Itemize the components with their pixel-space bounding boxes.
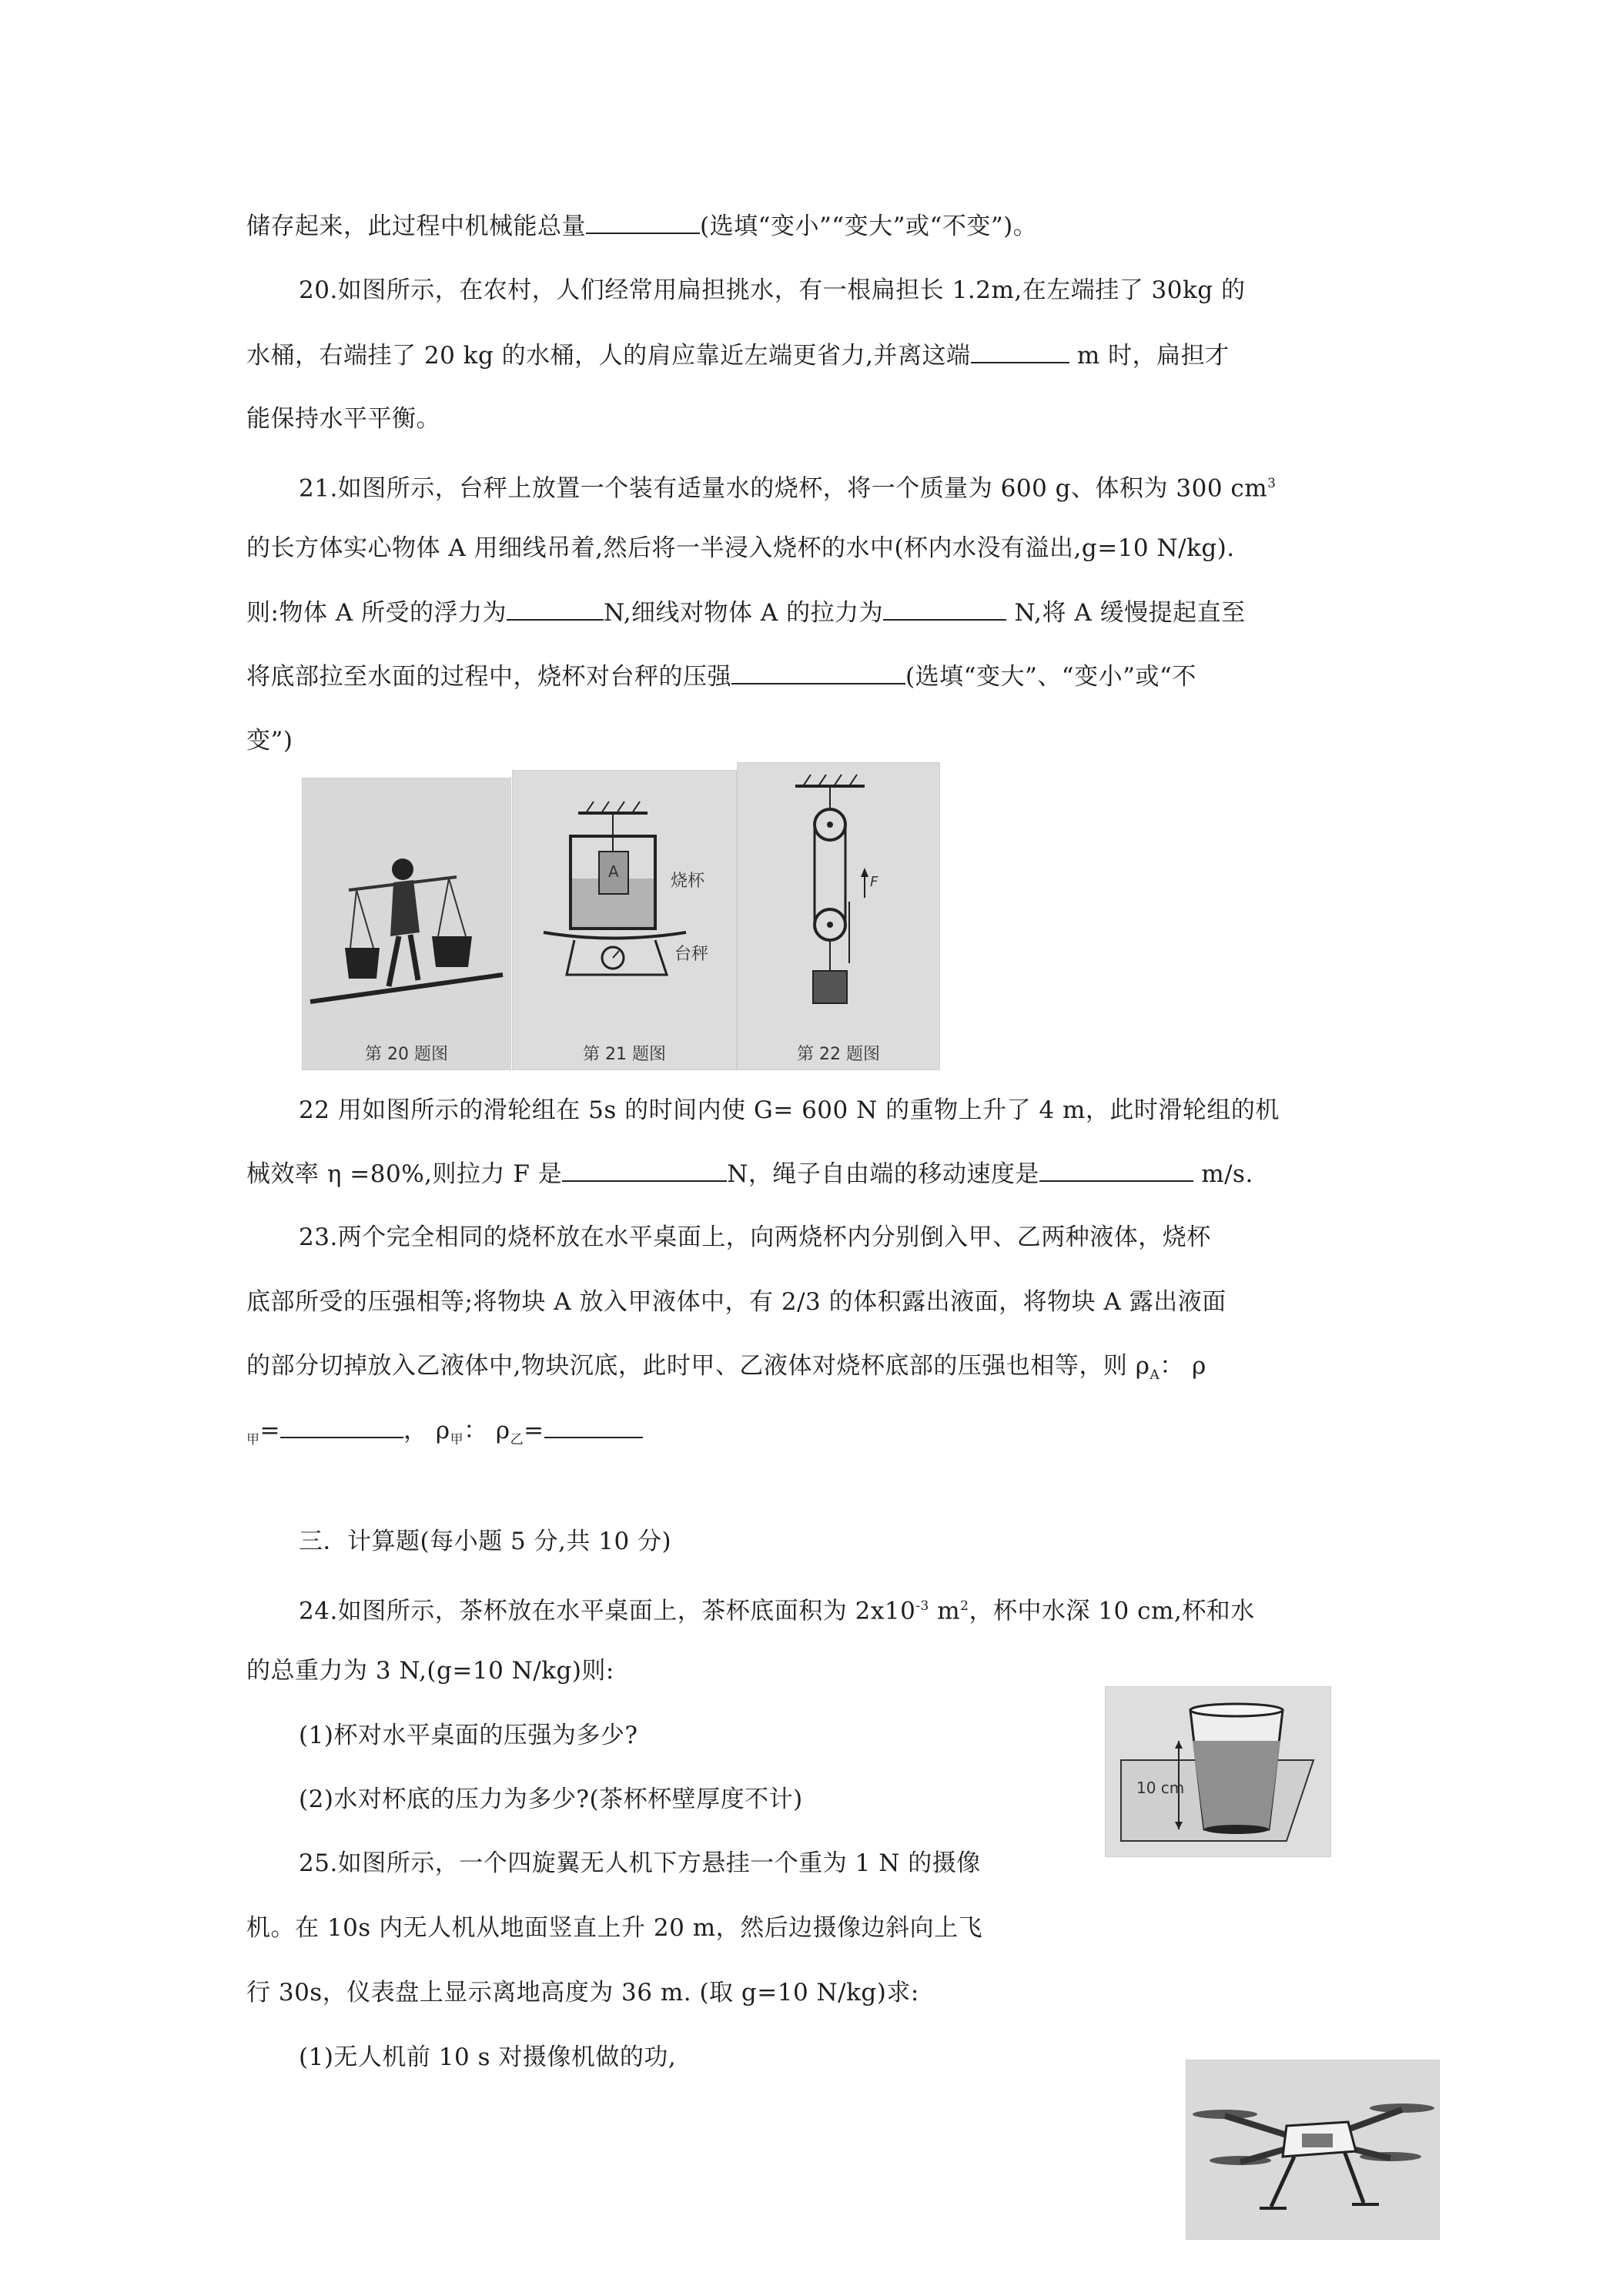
text-segment: N,细线对物体 A 的拉力为	[604, 599, 884, 627]
text-segment: m 时，扁担才	[1069, 342, 1230, 370]
pulley-system-illustration	[738, 763, 939, 1069]
q25-line-3: 行 30s，仪表盘上显示离地高度为 36 m. (取 g=10 N/kg)求:	[246, 1979, 919, 2006]
q23-line-4	[246, 1414, 643, 1457]
text-segment: 24.如图所示，茶杯放在水平桌面上，茶杯底面积为 2x10	[299, 1597, 916, 1625]
answer-blank[interactable]	[562, 1157, 727, 1182]
figure-20-caption: 第 20 题图	[365, 1045, 448, 1064]
text-segment: =	[259, 1417, 280, 1444]
superscript: 2	[960, 1598, 969, 1614]
water-depth-label: 10 cm	[1136, 1779, 1185, 1797]
text-segment: ，杯中水深 10 cm,杯和水	[969, 1597, 1255, 1625]
answer-blank[interactable]	[1039, 1157, 1193, 1182]
q25-line-2: 机。在 10s 内无人机从地面竖直上升 20 m，然后边摄像边斜向上飞	[246, 1914, 983, 1942]
answer-blank[interactable]	[883, 596, 1006, 621]
q20-line-2	[246, 339, 1230, 373]
q24-line-2: 的总重力为 3 N,(g=10 N/kg)则:	[246, 1657, 614, 1685]
answer-blank[interactable]	[280, 1414, 403, 1438]
text-segment: 械效率 η =80%,则拉力 F 是	[246, 1160, 563, 1188]
scale-label: 台秤	[674, 945, 709, 964]
superscript: 3	[1267, 476, 1277, 491]
text-line	[246, 209, 1037, 243]
q25-line-1: 25.如图所示，一个四旋翼无人机下方悬挂一个重为 1 N 的摄像	[299, 1849, 981, 1877]
text-segment: ， ρ	[403, 1417, 450, 1444]
q21-line-3	[246, 596, 1246, 630]
q20-line-3: 能保持水平平衡。	[246, 405, 440, 433]
text-segment: m/s.	[1193, 1160, 1253, 1188]
q23-line-1: 23.两个完全相同的烧杯放在水平桌面上，向两烧杯内分别倒入甲、乙两种液体，烧杯	[299, 1223, 1211, 1251]
answer-blank[interactable]	[507, 596, 604, 621]
text-segment: 储存起来，此过程中机械能总量	[246, 213, 586, 240]
q20-line-1: 20.如图所示，在农村，人们经常用扁担挑水，有一根扁担长 1.2m,在左端挂了 30kg 的	[299, 276, 1246, 304]
figure-22-caption: 第 22 题图	[797, 1045, 880, 1064]
subscript: 甲	[246, 1432, 260, 1448]
q21-line-1	[299, 467, 1276, 505]
q24-line-4: (2)水对杯底的压力为多少?(茶杯杯壁厚度不计)	[299, 1786, 803, 1813]
figure-21-caption: 第 21 题图	[583, 1045, 666, 1064]
text-segment: N，绳子自由端的移动速度是	[727, 1160, 1039, 1188]
q21-line-2: 的长方体实心物体 A 用细线吊着,然后将一半浸入烧杯的水中(杯内水没有溢出,g=10 N/kg).	[246, 534, 1235, 562]
q24-line-3: (1)杯对水平桌面的压强为多少?	[299, 1722, 638, 1749]
text-segment: (选填“变小”“变大”或“不变”)。	[700, 213, 1038, 240]
answer-blank[interactable]	[586, 209, 700, 234]
text-segment: (选填“变大”、“变小”或“不	[905, 663, 1196, 691]
text-segment: =	[524, 1417, 544, 1444]
figure-22-pulley	[737, 762, 940, 1070]
text-segment: 则:物体 A 所受的浮力为	[246, 599, 507, 627]
figure-20-carrying-pole	[302, 778, 511, 1070]
figure-21-beaker-scale	[512, 770, 737, 1070]
q23-line-3	[246, 1349, 1206, 1392]
text-segment: 将底部拉至水面的过程中，烧杯对台秤的压强	[246, 663, 731, 691]
tea-cup-illustration	[1106, 1687, 1330, 1856]
text-segment: 的部分切掉放入乙液体中,物块沉底，此时甲、乙液体对烧杯底部的压强也相等，则 ρ	[246, 1352, 1150, 1380]
carrying-pole-illustration	[303, 778, 510, 1069]
answer-blank[interactable]	[731, 660, 905, 684]
answer-blank[interactable]	[544, 1414, 643, 1438]
section-3-heading: 三．计算题(每小题 5 分,共 10 分)	[299, 1528, 672, 1555]
text-segment: 水桶，右端挂了 20 kg 的水桶，人的肩应靠近左端更省力,并离这端	[246, 342, 971, 370]
object-a-label: A	[608, 862, 619, 881]
q21-line-5: 变”)	[246, 727, 293, 755]
text-segment: N,将 A 缓慢提起直至	[1006, 599, 1246, 627]
q21-line-4	[246, 660, 1196, 694]
superscript: -3	[915, 1598, 929, 1614]
beaker-label: 烧杯	[671, 872, 705, 891]
text-segment: m	[929, 1597, 961, 1625]
quadcopter-drone-illustration	[1186, 2060, 1439, 2239]
text-segment: ： ρ	[1160, 1352, 1206, 1380]
answer-blank[interactable]	[971, 339, 1069, 363]
subscript: A	[1149, 1367, 1160, 1384]
figure-25-drone	[1186, 2060, 1440, 2240]
beaker-on-scale-illustration	[513, 771, 736, 1069]
q25-line-4: (1)无人机前 10 s 对摄像机做的功,	[299, 2043, 677, 2071]
subscript: 乙	[510, 1432, 524, 1448]
figure-24-tea-cup	[1105, 1686, 1331, 1857]
force-f-label: F	[870, 874, 878, 890]
q22-line-2	[246, 1157, 1253, 1191]
text-segment: 21.如图所示，台秤上放置一个装有适量水的烧杯，将一个质量为 600 g、体积为 300 cm	[299, 474, 1268, 503]
text-segment: ： ρ	[463, 1417, 510, 1444]
q23-line-2: 底部所受的压强相等;将物块 A 放入甲液体中，有 2/3 的体积露出液面，将物块 A 露出液面	[246, 1288, 1226, 1316]
q24-line-1	[299, 1589, 1255, 1628]
q22-line-1: 22 用如图所示的滑轮组在 5s 的时间内使 G= 600 N 的重物上升了 4 m，此时滑轮组的机	[299, 1096, 1280, 1124]
subscript: 甲	[450, 1432, 464, 1448]
